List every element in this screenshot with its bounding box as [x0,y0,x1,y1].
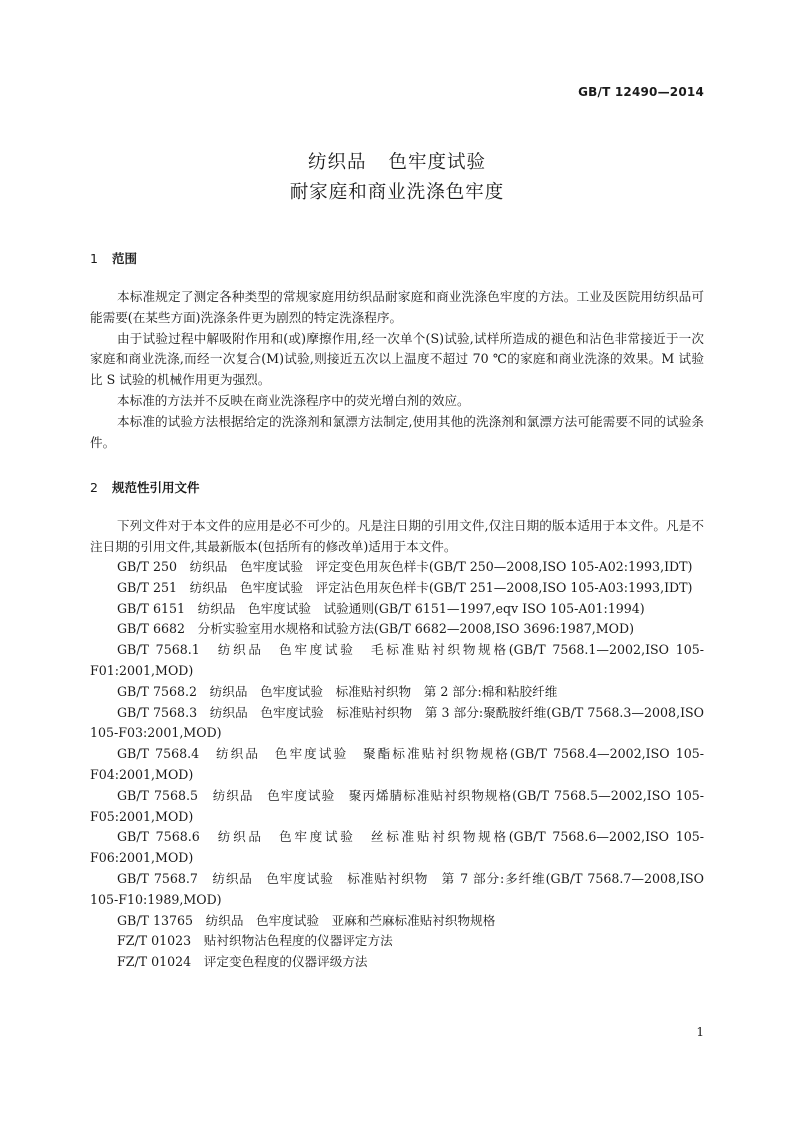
reference-text: 纺织品 色牢度试验 标准贴衬织物 第 3 部分:聚酰胺纤维(GB/T 7568.3—2008,ISO 105-F03:2001,MOD) [90,704,705,741]
reference-item [90,703,704,745]
reference-code: FZ/T 01024 [117,954,192,970]
reference-item [90,640,704,682]
reference-item [90,744,704,786]
reference-code: GB/T 7568.1 [117,642,200,658]
reference-text: 纺织品 色牢度试验 毛标准贴衬织物规格(GB/T 7568.1—2002,ISO 105-F01:2001,MOD) [90,642,705,678]
section-1-paragraph: 本标准的方法并不反映在商业洗涤程序中的荧光增白剂的效应。 [117,393,470,408]
reference-code: GB/T 7568.4 [117,746,200,762]
reference-item [90,869,704,911]
reference-item [90,619,704,640]
reference-code: GB/T 6682 [117,621,186,637]
reference-text: 评定变色程度的仪器评级方法 [203,954,368,970]
section-1-heading [90,249,137,267]
reference-item [90,786,704,828]
reference-item [90,557,704,578]
reference-code: GB/T 250 [117,559,177,574]
section-2-intro: 下列文件对于本文件的应用是必不可少的。凡是注日期的引用文件,仅注日期的版本适用于本文件。凡是不注日期的引用文件,其最新版本(包括所有的修改单)适用于本文件。 [90,518,704,554]
reference-code: FZ/T 01023 [117,933,192,949]
reference-item [90,578,704,599]
reference-code: GB/T 251 [117,579,177,595]
reference-code: GB/T 7568.2 [117,683,198,699]
reference-item [90,599,704,620]
reference-text: 纺织品 色牢度试验 试验通则(GB/T 6151—1997,eqv ISO 105-A01:1994) [197,600,645,616]
reference-item [90,682,704,703]
section-1-number: 1 [90,251,98,266]
reference-code: GB/T 6151 [117,600,186,616]
reference-text: 纺织品 色牢度试验 聚丙烯腈标准贴衬织物规格(GB/T 7568.5—2002,ISO 105-F05:2001,MOD) [90,787,705,824]
title-line-1-part-2: 色牢度试验 [388,152,487,173]
page-number: 1 [696,1025,704,1039]
section-1-paragraph: 本标准的试验方法根据给定的洗涤剂和氯漂方法制定,使用其他的洗涤剂和氯漂方法可能需要不同的试验条件。 [90,413,704,450]
reference-text: 纺织品 色牢度试验 聚酯标准贴衬织物规格(GB/T 7568.4—2002,ISO 105-F04:2001,MOD) [90,746,705,782]
reference-text: 贴衬织物沾色程度的仪器评定方法 [203,933,393,949]
reference-code: GB/T 7568.3 [117,704,198,720]
reference-text: 纺织品 色牢度试验 评定沾色用灰色样卡(GB/T 251—2008,ISO 105-A03:1993,IDT) [189,579,693,595]
reference-code: GB/T 7568.6 [117,829,200,845]
section-2-number: 2 [90,480,98,495]
section-1-title: 范围 [112,251,138,266]
reference-code: GB/T 7568.7 [117,870,198,886]
reference-text: 纺织品 色牢度试验 标准贴衬织物 第 2 部分:棉和粘胶纤维 [209,683,558,699]
section-2-heading [90,478,200,496]
reference-code: GB/T 13765 [117,912,194,928]
reference-list [90,557,704,973]
reference-code: GB/T 7568.5 [117,787,199,803]
section-1-paragraph: 本标准规定了测定各种类型的常规家庭用纺织品耐家庭和商业洗涤色牢度的方法。工业及医院用纺织品可能需要(在某些方面)洗涤条件更为剧烈的特定洗涤程序。 [90,289,704,325]
standard-code: GB/T 12490—2014 [578,85,704,99]
reference-text: 分析实验室用水规格和试验方法(GB/T 6682—2008,ISO 3696:1987,MOD) [197,621,634,637]
title-line-1 [0,148,794,178]
reference-text: 纺织品 色牢度试验 亚麻和苎麻标准贴衬织物规格 [205,912,496,928]
title-line-1-part-1: 纺织品 [307,152,367,173]
reference-item [90,952,704,973]
reference-item [90,931,704,952]
section-1-paragraph: 由于试验过程中解吸附作用和(或)摩擦作用,经一次单个(S)试验,试样所造成的褪色和沾色非常接近于一次家庭和商业洗涤,而经一次复合(M)试验,则接近五次以上温度不超过 70 ℃的家庭和商业洗涤的效果。M 试验比 S 试验的机械作用更为强烈。 [90,330,704,388]
reference-text: 纺织品 色牢度试验 丝标准贴衬织物规格(GB/T 7568.6—2002,ISO 105-F06:2001,MOD) [90,829,705,866]
document-title [0,148,794,208]
reference-item [90,827,704,869]
reference-item [90,911,704,932]
reference-text: 纺织品 色牢度试验 评定变色用灰色样卡(GB/T 250—2008,ISO 105-A02:1993,IDT) [189,559,693,574]
reference-text: 纺织品 色牢度试验 标准贴衬织物 第 7 部分:多纤维(GB/T 7568.7—2008,ISO 105-F10:1989,MOD) [90,870,705,907]
title-line-2: 耐家庭和商业洗涤色牢度 [289,182,505,203]
section-2-title: 规范性引用文件 [112,480,200,495]
